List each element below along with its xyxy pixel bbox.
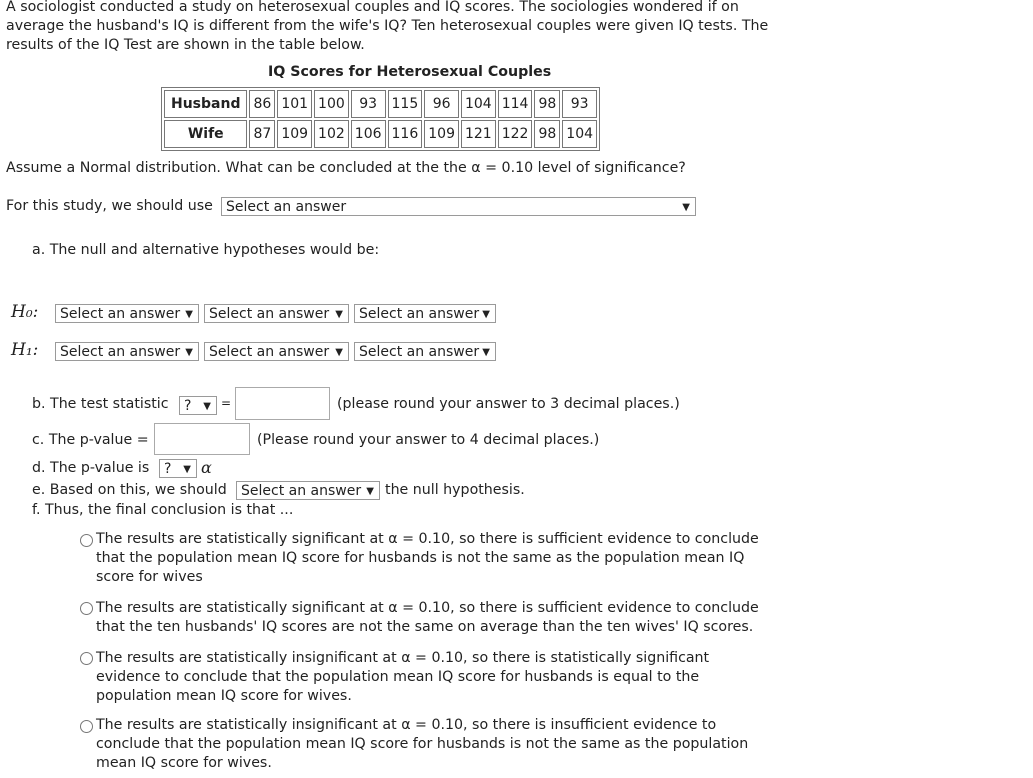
table-cell: 102 [314,120,349,148]
iq-table [161,87,600,151]
table-cell: 100 [314,90,349,118]
chevron-down-icon: ▼ [185,347,193,358]
chevron-down-icon: ▼ [682,202,690,213]
select-value: ? [184,398,192,414]
row-header: Husband [164,90,247,118]
table-cell: 121 [461,120,496,148]
alpha-symbol: α [201,458,212,477]
conclusion-option-2: The results are statistically significant at α = 0.10, so there is sufficient evidence to conclude that the ten husbands' IQ scores are not the same on average than the ten wives' IQ scores. [96,600,759,635]
chevron-down-icon: ▼ [183,464,191,475]
part-f-text: f. Thus, the final conclusion is that ... [32,502,294,518]
h1-parameter-select[interactable] [55,342,199,361]
table-cell: 106 [351,120,386,148]
h0-parameter-select[interactable] [55,304,199,323]
select-value: Select an answer [241,483,362,499]
conclusion-option-1: The results are statistically significant at α = 0.10, so there is sufficient evidence to conclude that the population mean IQ score for husbands is not the same as the population mean IQ score for wives [96,531,759,585]
table-cell: 98 [534,120,560,148]
table-row-husband [164,90,597,118]
conclusion-radio-4[interactable] [80,720,93,733]
chevron-down-icon: ▼ [203,401,211,412]
select-value: Select an answer [60,344,181,360]
h1-label: H₁: [11,340,39,360]
part-e-suffix: the null hypothesis. [385,482,525,498]
part-e-text: e. Based on this, we should [32,482,227,498]
table-cell: 109 [277,120,312,148]
round-3-note: (please round your answer to 3 decimal places.) [337,396,680,412]
table-cell: 98 [534,90,560,118]
table-cell: 86 [249,90,275,118]
table-cell: 101 [277,90,312,118]
chevron-down-icon: ▼ [366,486,374,497]
select-value: Select an answer [359,344,480,360]
table-cell: 93 [351,90,386,118]
part-a-text: a. The null and alternative hypotheses would be: [32,242,380,258]
test-type-select[interactable] [221,197,696,216]
test-statistic-input[interactable] [235,387,330,420]
table-caption: IQ Scores for Heterosexual Couples [268,64,552,80]
part-b-text: b. The test statistic [32,396,169,412]
equals-sign: = [221,396,232,410]
p-value-input[interactable] [154,423,250,455]
table-row-wife [164,120,597,148]
conclusion-radio-1[interactable] [80,534,93,547]
chevron-down-icon: ▼ [335,309,343,320]
select-value: Select an answer [209,306,330,322]
select-value: Select an answer [209,344,330,360]
part-c-text: c. The p-value = [32,432,149,448]
table-cell: 87 [249,120,275,148]
conclusion-option-4: The results are statistically insignificant at α = 0.10, so there is insufficient evidence to conclude that the population mean IQ score for husbands is not the same as the population mean IQ score for wives. [96,717,749,771]
table-cell: 96 [424,90,459,118]
test-statistic-select[interactable] [179,396,217,415]
part-d-text: d. The p-value is [32,460,150,476]
decision-select[interactable] [236,481,380,500]
h0-operator-select[interactable] [204,304,349,323]
conclusion-option-3: The results are statistically insignificant at α = 0.10, so there is statistically significant evidence to conclude that the population mean IQ score for husbands is equal to the population mean IQ score for wives. [96,650,710,704]
chevron-down-icon: ▼ [482,309,490,320]
h0-label: H₀: [11,302,39,322]
p-value-comparison-select[interactable] [159,459,197,478]
conclusion-radio-3[interactable] [80,652,93,665]
table-cell: 104 [562,120,597,148]
table-cell: 109 [424,120,459,148]
problem-intro: A sociologist conducted a study on heterosexual couples and IQ scores. The sociologies wondered if on average the husband's IQ is different from the wife's IQ? Ten heterosexual couples were given IQ tests. The results of the IQ Test are shown in the table below. [6,0,769,53]
table-cell: 115 [388,90,423,118]
select-value: ? [164,461,172,477]
chevron-down-icon: ▼ [335,347,343,358]
conclusion-radio-2[interactable] [80,602,93,615]
chevron-down-icon: ▼ [482,347,490,358]
select-value: Select an answer [60,306,181,322]
table-cell: 104 [461,90,496,118]
select-value: Select an answer [226,199,347,215]
assumption-text: Assume a Normal distribution. What can be concluded at the the α = 0.10 level of significance? [6,160,686,176]
h0-value-select[interactable] [354,304,496,323]
select-value: Select an answer [359,306,480,322]
chevron-down-icon: ▼ [185,309,193,320]
round-4-note: (Please round your answer to 4 decimal places.) [257,432,600,448]
table-cell: 116 [388,120,423,148]
table-cell: 114 [498,90,533,118]
study-label: For this study, we should use [6,198,213,214]
h1-value-select[interactable] [354,342,496,361]
row-header: Wife [164,120,247,148]
table-cell: 93 [562,90,597,118]
table-cell: 122 [498,120,533,148]
h1-operator-select[interactable] [204,342,349,361]
